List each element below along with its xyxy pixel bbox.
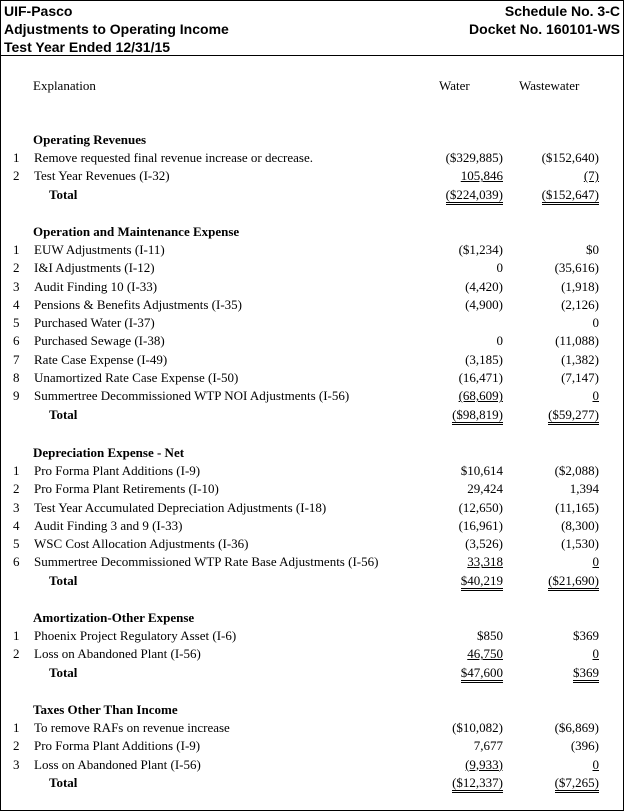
line-number: 1 xyxy=(13,628,20,643)
section-title: Depreciation Expense - Net xyxy=(33,445,185,460)
water-value: (68,609) xyxy=(458,388,503,404)
total-wastewater xyxy=(548,572,599,591)
total-label: Total xyxy=(49,774,78,790)
table-row xyxy=(1,737,623,755)
total-wastewater-value: $369 xyxy=(573,665,599,683)
operating-revenues-section xyxy=(1,131,623,204)
test-year-label: Test Year Ended 12/31/15 xyxy=(4,39,171,55)
water-value: ($329,885) xyxy=(445,150,503,165)
total-label: Total xyxy=(49,664,78,680)
wastewater-value: 1,394 xyxy=(569,481,599,497)
water-value: 0 xyxy=(496,260,503,276)
schedule-number: Schedule No. 3-C xyxy=(504,3,620,19)
line-number: 2 xyxy=(13,646,20,662)
water-header: Water xyxy=(439,78,470,93)
line-description: Unamortized Rate Case Expense (I-50) xyxy=(34,370,239,386)
line-number: 3 xyxy=(13,499,20,515)
water-value: (4,900) xyxy=(465,296,503,312)
table-row xyxy=(1,369,623,387)
line-description: Audit Finding 10 (I-33) xyxy=(34,278,158,294)
total-wastewater-value: ($152,647) xyxy=(542,187,599,205)
water-value: 33,318 xyxy=(467,554,503,570)
line-number: 2 xyxy=(13,481,20,497)
water-value: ($1,234) xyxy=(458,242,503,257)
total-label: Total xyxy=(49,406,78,422)
section-title: Operation and Maintenance Expense xyxy=(33,224,240,239)
line-number: 6 xyxy=(13,333,20,349)
schedule-title: Adjustments to Operating Income xyxy=(4,21,229,37)
line-description: Pensions & Benefits Adjustments (I-35) xyxy=(34,296,242,312)
wastewater-value: 0 xyxy=(592,756,599,772)
line-description: Remove requested final revenue increase or decrease. xyxy=(34,150,313,165)
line-number: 5 xyxy=(13,536,20,552)
line-number: 7 xyxy=(13,351,20,367)
table-row xyxy=(1,553,623,571)
water-value: $10,614 xyxy=(460,463,503,478)
section-title: Taxes Other Than Income xyxy=(33,702,178,717)
table-row xyxy=(1,517,623,535)
wastewater-value: ($6,869) xyxy=(554,720,599,735)
total-wastewater-value: ($59,277) xyxy=(548,407,599,425)
table-row xyxy=(1,259,623,277)
depreciation-section xyxy=(1,444,623,590)
line-number: 1 xyxy=(13,242,20,257)
line-description: Pro Forma Plant Additions (I-9) xyxy=(34,463,201,478)
wastewater-value: 0 xyxy=(592,315,599,331)
wastewater-value: $0 xyxy=(586,242,599,257)
line-description: Summertree Decommissioned WTP NOI Adjustments (I-56) xyxy=(34,388,350,404)
total-water xyxy=(452,406,503,425)
total-water xyxy=(461,664,503,683)
wastewater-value: 0 xyxy=(592,554,599,570)
water-value: $850 xyxy=(477,628,503,643)
water-value: 46,750 xyxy=(467,646,503,662)
line-number: 1 xyxy=(13,720,20,735)
company-name: UIF-Pasco xyxy=(4,3,73,19)
table-row xyxy=(1,387,623,405)
total-wastewater xyxy=(555,774,599,793)
line-description: Loss on Abandoned Plant (I-56) xyxy=(34,756,201,772)
line-number: 5 xyxy=(13,315,20,331)
line-number: 3 xyxy=(13,756,20,772)
water-value: 0 xyxy=(496,333,503,349)
table-row xyxy=(1,462,623,480)
total-wastewater xyxy=(548,406,599,425)
line-number: 8 xyxy=(13,370,20,386)
operation-maintenance-section xyxy=(1,223,623,424)
water-value: (12,650) xyxy=(458,499,503,515)
total-water xyxy=(461,572,503,591)
wastewater-value: (1,918) xyxy=(561,278,599,294)
line-description: EUW Adjustments (I-11) xyxy=(34,242,165,257)
line-number: 2 xyxy=(13,260,20,276)
wastewater-value: (1,530) xyxy=(561,536,599,552)
line-description: Rate Case Expense (I-49) xyxy=(34,351,168,367)
line-description: Pro Forma Plant Additions (I-9) xyxy=(34,738,201,754)
wastewater-value: (35,616) xyxy=(554,260,599,276)
wastewater-value: 0 xyxy=(592,646,599,662)
total-wastewater xyxy=(542,186,599,205)
table-row xyxy=(1,719,623,737)
total-water xyxy=(452,774,503,793)
line-number: 2 xyxy=(13,168,20,184)
line-description: WSC Cost Allocation Adjustments (I-36) xyxy=(34,536,249,552)
total-water-value: $40,219 xyxy=(461,573,503,591)
line-description: Purchased Sewage (I-38) xyxy=(34,333,165,349)
water-value: (16,961) xyxy=(458,517,503,533)
line-description: Audit Finding 3 and 9 (I-33) xyxy=(34,517,183,533)
total-wastewater-value: ($21,690) xyxy=(548,573,599,591)
section-title: Operating Revenues xyxy=(33,132,147,147)
explanation-header: Explanation xyxy=(33,78,96,93)
line-description: Test Year Revenues (I-32) xyxy=(34,168,170,184)
table-row xyxy=(1,149,623,167)
table-row xyxy=(1,332,623,350)
table-row xyxy=(1,296,623,314)
schedule-header xyxy=(1,1,623,56)
total-water-value: ($12,337) xyxy=(452,775,503,793)
line-description: Summertree Decommissioned WTP Rate Base Adjustments (I-56) xyxy=(34,554,379,570)
line-description: Pro Forma Plant Retirements (I-10) xyxy=(34,481,219,497)
total-water-value: ($224,039) xyxy=(446,187,503,205)
table-row xyxy=(1,278,623,296)
total-row xyxy=(1,572,623,590)
section-title: Amortization-Other Expense xyxy=(33,610,195,625)
total-water-value: ($98,819) xyxy=(452,407,503,425)
water-value: 29,424 xyxy=(467,481,503,497)
line-description: To remove RAFs on revenue increase xyxy=(34,720,230,735)
wastewater-value: (7) xyxy=(583,168,599,184)
line-number: 4 xyxy=(13,296,20,312)
water-value: 7,677 xyxy=(473,738,503,754)
table-row xyxy=(1,535,623,553)
wastewater-value: (11,088) xyxy=(555,333,599,349)
total-label: Total xyxy=(49,572,78,588)
line-description: Test Year Accumulated Depreciation Adjustments (I-18) xyxy=(34,499,327,515)
wastewater-header: Wastewater xyxy=(519,78,580,93)
wastewater-value: ($152,640) xyxy=(541,150,599,165)
water-value: (16,471) xyxy=(458,370,503,386)
docket-number: Docket No. 160101-WS xyxy=(469,21,620,37)
water-value: 105,846 xyxy=(460,168,503,184)
table-row xyxy=(1,241,623,259)
table-row xyxy=(1,167,623,185)
total-row xyxy=(1,664,623,682)
taxes-section xyxy=(1,701,623,792)
total-row xyxy=(1,186,623,204)
amortization-section xyxy=(1,609,623,682)
table-row xyxy=(1,499,623,517)
line-number: 3 xyxy=(13,278,20,294)
wastewater-value: 0 xyxy=(592,388,599,404)
total-row xyxy=(1,774,623,792)
total-water xyxy=(446,186,503,205)
total-water-value: $47,600 xyxy=(461,665,503,683)
wastewater-value: (1,382) xyxy=(561,351,599,367)
table-row xyxy=(1,756,623,774)
water-value: (3,526) xyxy=(465,536,503,552)
wastewater-value: (2,126) xyxy=(561,296,599,312)
total-row xyxy=(1,406,623,424)
wastewater-value: (396) xyxy=(570,738,599,754)
line-number: 9 xyxy=(13,388,20,404)
wastewater-value: (8,300) xyxy=(561,517,599,533)
water-value: (4,420) xyxy=(465,278,503,294)
column-headers xyxy=(1,78,623,108)
water-value: (9,933) xyxy=(465,756,503,772)
line-number: 1 xyxy=(13,150,20,165)
wastewater-value: $369 xyxy=(573,628,599,643)
line-number: 2 xyxy=(13,738,20,754)
wastewater-value: (7,147) xyxy=(561,370,599,386)
line-number: 4 xyxy=(13,517,20,533)
line-number: 1 xyxy=(13,463,20,478)
line-description: Purchased Water (I-37) xyxy=(34,315,155,331)
table-row xyxy=(1,645,623,663)
wastewater-value: (11,165) xyxy=(555,499,599,515)
table-row xyxy=(1,314,623,332)
water-value: (3,185) xyxy=(465,351,503,367)
line-number: 6 xyxy=(13,554,20,570)
wastewater-value: ($2,088) xyxy=(554,463,599,478)
line-description: Loss on Abandoned Plant (I-56) xyxy=(34,646,201,662)
total-label: Total xyxy=(49,186,78,202)
table-row xyxy=(1,627,623,645)
total-wastewater-value: ($7,265) xyxy=(555,775,599,793)
water-value: ($10,082) xyxy=(452,720,503,735)
table-row xyxy=(1,351,623,369)
table-row xyxy=(1,480,623,498)
total-wastewater xyxy=(573,664,599,683)
line-description: Phoenix Project Regulatory Asset (I-6) xyxy=(34,628,237,643)
line-description: I&I Adjustments (I-12) xyxy=(34,260,155,276)
